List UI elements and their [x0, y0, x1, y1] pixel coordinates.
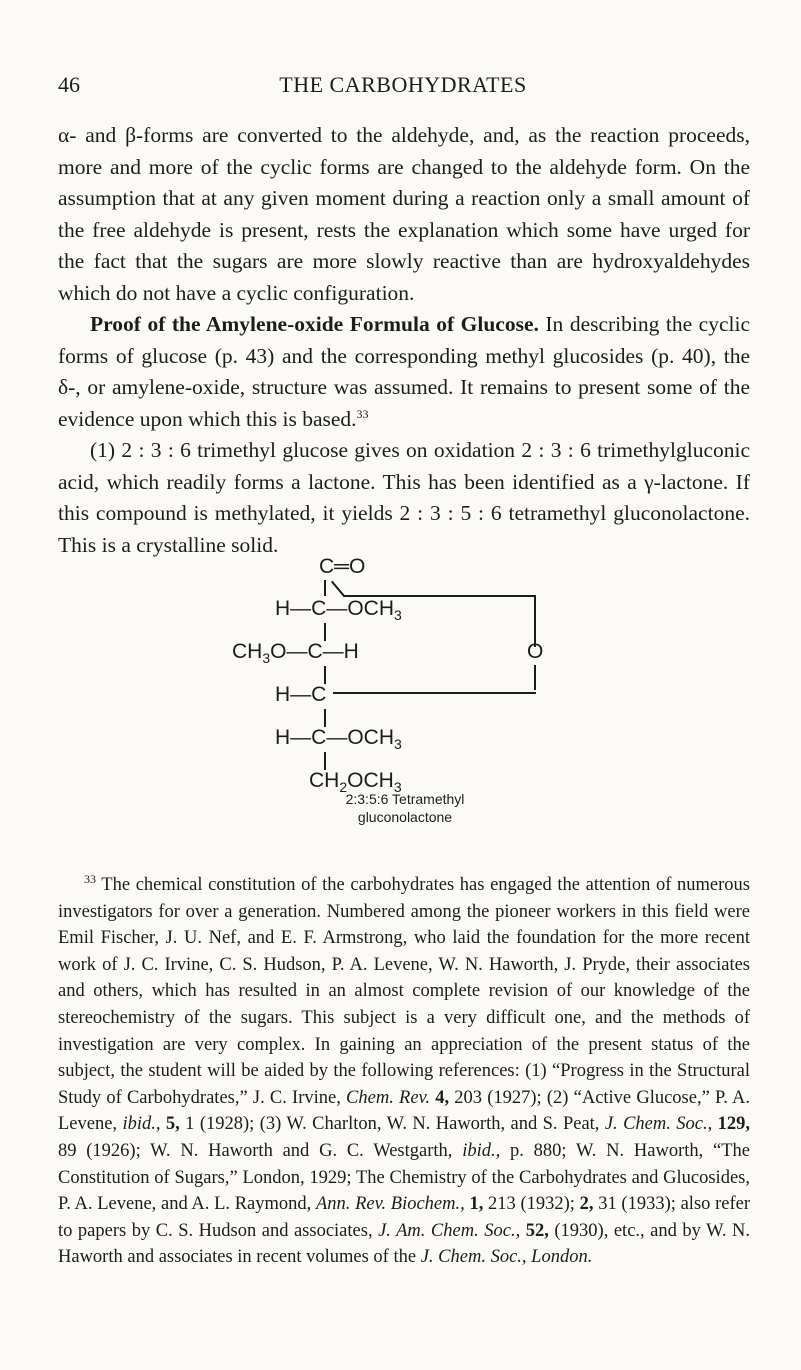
volume: 1, — [469, 1194, 484, 1215]
journal-title: J. Am. Chem. Soc., — [378, 1220, 521, 1241]
volume: 129, — [717, 1114, 750, 1135]
journal-title: ibid., — [462, 1140, 501, 1161]
journal-title: Ann. Rev. Biochem., — [315, 1194, 465, 1215]
footnote-number: 33 — [84, 871, 96, 886]
ring-bond-line — [534, 665, 536, 690]
ring-bond-line — [333, 692, 536, 694]
volume: 5, — [165, 1114, 180, 1135]
page-number: 46 — [58, 72, 80, 97]
paragraph-continuation: α- and β-forms are converted to the aldehyde, and, as the reaction proceeds, more and more of the cyclic forms are changed to the aldehyde form. On the assumption that at any given moment during a reaction only a small amount of the free aldehyde is present, rests the explanation which some have urged for the fact that the sugars are more slowly reactive than are hydroxyaldehydes which do not have a cyclic configuration. — [58, 123, 750, 305]
caption-line-1: 2:3:5:6 Tetramethyl — [345, 791, 465, 807]
footnote-ref: 33 — [356, 406, 369, 421]
bond-line — [324, 752, 326, 770]
volume: 52, — [525, 1220, 549, 1241]
journal-title: Chem. Rev. — [346, 1087, 430, 1108]
bond-line — [324, 623, 326, 641]
formula-caption — [255, 790, 555, 826]
footnote: $^{33}$ The chemical constitution of the carbohydrates has engaged the attention of numerous investigators for over a generation. Numbered among the pioneer workers in this field were Emil Fischer, J. U. Nef, and E. F. Armstrong, who laid the foundation for the more recent work of J. C. Irvine, C. S. Hudson, P. A. Levene, W. N. Haworth, J. Pryde, their associates and others, which has resulted in an almost complete revision of our knowledge of the stereochemistry of the sugars. This subject is a very difficult one, and the methods of investigation are very complex. In gaining an appreciation of the present status of the subject, the student will be aided by the following references: (1) “Progress in the Structural Study of Carbohydrates,” J. C. Irvine, Chem. Rev. 4, 203 (1927); (2) “Active Glucose,” P. A. Levene, ibid., 5, 1 (1928); (3) W. Charlton, W. N. Haworth, and S. Peat, J. Chem. Soc., 129, 89 (1926); W. N. Haworth and G. C. Westgarth, ibid., p. 880; W. N. Haworth, “The Constitution of Sugars,” London, 1929; The Chemistry of the Carbohydrates and Glucosides, P. A. Levene, and A. L. Raymond, Ann. Rev. Biochem., 1, 213 (1932); 2, 31 (1933); also refer to papers by C. S. Hudson and associates, J. Am. Chem. Soc., 52, (1930), etc., and by W. N. Haworth and associates in recent volumes of the J. Chem. Soc., London. — [58, 871, 751, 1268]
carbon-2-group: $H—C—OCH_3$ — [275, 597, 402, 624]
carbonyl-group: C═O — [319, 555, 366, 578]
caption-line-2: gluconolactone — [357, 809, 453, 825]
carbon-4-group: H—C — [275, 683, 327, 706]
paragraph-trimethyl: (1) 2 : 3 : 6 trimethyl glucose gives on oxidation 2 : 3 : 6 trimethylgluconic acid, which readily forms a lactone. This has been identified as a γ-lactone. If this compound is methylated, it yields 2 : 3 : 5 : 6 tetramethyl gluconolactone. This is a crystalline solid. — [58, 438, 750, 557]
carbon-5-group: $H—C—OCH_3$ — [275, 726, 402, 753]
bond-line — [324, 709, 326, 727]
volume: 4, — [435, 1087, 450, 1108]
paragraph-proof-text: In describing the cyclic forms of glucose (p. 43) and the corresponding methyl glucosides (p. 40), the δ-, or amylene-oxide, structure was assumed. It remains to present some of the evidence upon which this is based. — [58, 312, 750, 431]
running-title: THE CARBOHYDRATES — [279, 72, 527, 97]
body-text — [58, 120, 750, 561]
page-header — [58, 72, 748, 108]
carbon-6-group: $CH_2OCH_3$ — [309, 769, 402, 796]
paragraph-proof — [58, 309, 750, 435]
carbon-3-group: $CH_3O—C—H$ — [232, 640, 359, 667]
volume: 2, — [579, 1194, 594, 1215]
ring-oxygen: O — [527, 640, 544, 663]
section-heading: Proof of the Amylene-oxide Formula of Glucose. — [90, 312, 539, 336]
journal-title: J. Chem. Soc., — [604, 1114, 713, 1135]
structural-formula — [232, 555, 555, 796]
bond-line — [324, 666, 326, 684]
journal-title: J. Chem. Soc., London. — [420, 1247, 593, 1268]
journal-title: ibid., — [122, 1114, 161, 1135]
bond-line — [324, 580, 326, 596]
